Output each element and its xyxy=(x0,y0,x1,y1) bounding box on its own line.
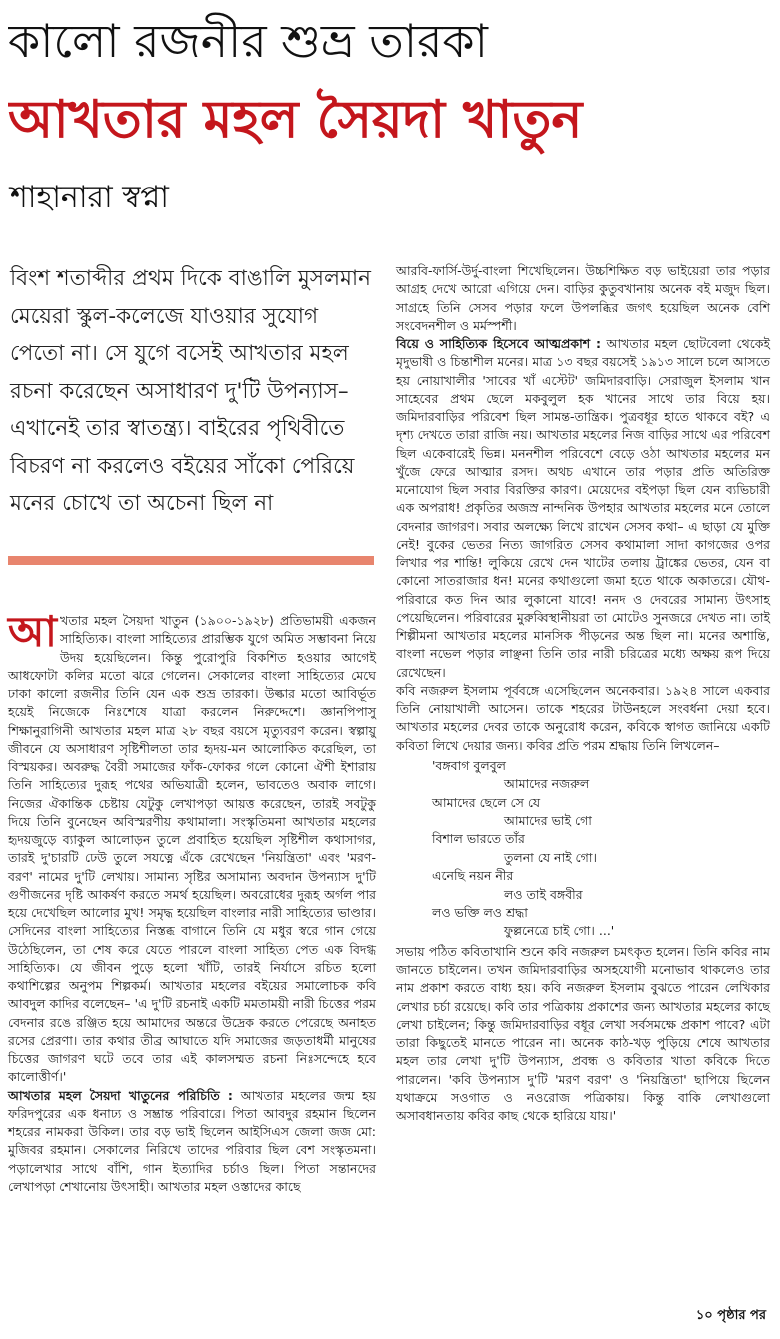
poem-line: লও ভক্তি লও শ্রদ্ধা xyxy=(432,905,528,920)
poem-line: তুলনা যে নাই গো। xyxy=(504,849,597,865)
headline-line1: কালো রজনীর শুভ্র তারকা xyxy=(8,14,488,68)
poem-line: আমাদের ছেলে সে যে xyxy=(432,794,541,810)
body-paragraph: কবি নজরুল ইসলাম পূর্ববঙ্গে এসেছিলেন অনেকবার। ১৯২৪ সালে একবার তিনি নোয়াখালী আসেন। তাকে শহরের টাউনহলে সংবর্ধনা দেয়া হবে। আখতার মহলের দেবর তাকে অনুরোধ করেন, কবিকে স্বাগত জানিয়ে একটি কবিতা লিখে দেয়ার জন্য। কবির প্রতি পরম শ্রদ্ধায় তিনি লিখলেন– xyxy=(396,682,770,753)
poem-line: বিশাল ভারতে তাঁর xyxy=(432,831,525,847)
poem-line: ফুল্লনেত্রে চাই গো। ...' xyxy=(504,923,615,939)
drop-cap: আ xyxy=(8,607,57,656)
lead-paragraph: বিংশ শতাব্দীর প্রথম দিকে বাঙালি মুসলমান মেয়েরা স্কুল-কলেজে যাওয়ার সুযোগ পেতো না। সে যুগে বসেই আখতার মহল রচনা করেছেন অসাধারণ দু'টি উপন্যাস– এখানেই তার স্বাতন্ত্র্য। বাইরের পৃথিবীতে বিচরণ না করলেও বইয়ের সাঁকো পেরিয়ে মনের চোখে তা অচেনা ছিল না xyxy=(10,266,372,516)
section-subhead: আখতার মহল সৈয়দা খাতুনের পরিচিতি : xyxy=(8,1087,233,1103)
article-column-left xyxy=(8,607,377,1196)
body-paragraph: আখতার মহলের জন্ম হয় ফরিদপুরের এক ধনাঢ্য ও সম্ভ্রান্ত পরিবারে। পিতা আবদুর রহমান ছিলেন শহরের নামকরা উকিল। তার বড় ভাই ছিলেন আইসিএস জেলা জজ মো: মুজিবর রহমান। সেকালের নিরিখে তাদের পরিবার ছিল বেশ সংস্কৃতমনা। পড়ালেখার সাথে বাঁশি, গান ইত্যাদির চর্চাও ছিল। পিতা সন্তানদের লেখাপড়া শেখানোয় উৎসাহী। আখতার মহল ওস্তাদের কাছে xyxy=(8,1087,377,1194)
body-paragraph: আখতার মহল ছোটবেলা থেকেই মৃদুভাষী ও চিন্তাশীল মনের। মাত্র ১৩ বছর বয়সেই ১৯১৩ সালে চলে আসতে হয় নোয়াখালীর 'সাবের খাঁ এস্টেট' জমিদারবাড়ি। সেরাজুল ইসলাম খান সাহেবের প্রথম ছেলে মকবুলুল হক খানের সাথে তার বিয়ে হয়। জমিদারবাড়ির পরিবেশ ছিল সামন্ত-তান্ত্রিক। পুত্রবধূর হাতে থাকবে বই? এ দৃশ্য দেখতে তারা রাজি নয়। আখতার মহলের নিজ বাড়ির সাথে এর পরিবেশ ছিল একেবারেই ভিন্ন। মননশীল পরিবেশে বেড়ে ওঠা আখতার মহলের মন খুঁজে ফেরে আত্মার রসদ। অথচ এখানে তার পড়ার প্রতি অতিরিক্ত মনোযোগ ছিল সবার বিরক্তির কারণ। মেয়েদের বইপড়া ছিল যেন ব্যভিচারী এক অপরাধ! প্রকৃতির অজস্র নান্দনিক উপহার আখতার মহলের মনে তোলে বেদনার জাগরণ। সবার অলক্ষ্যে লিখে রাখেন সেসব কথা– এ ছাড়া যে মুক্তি নেই! বুকের ভেতর নিত্য জাগরিত সেসব কথামালা সাদা কাগজের ওপর লিখার পর শান্তি! লুকিয়ে রেখে দেন খাটের তলায় ট্রাঙ্কের ভেতর, যেন বা কোনো সাতরাজার ধন! মনের কথাগুলো জমা হতে থাকে অকাতরে। যৌথ-পরিবারে কত দিন আর লুকানো যাবে! ননদ ও দেবরের সামান্য উৎসাহ পেয়েছিলেন। পরিবারের মুরুব্বিস্থানীয়রা তা মোটেও সুনজরে দেখত না। তাই শিল্পীমনা আখতার মহলের মানসিক পীড়নের অন্ত ছিল না। মনের অশান্তি, বাংলা নভেল পড়ার লাঞ্ছনা তিনি তার নারী চরিত্রের মধ্যে অক্ষয় রূপ দিয়ে রেখেছেন। xyxy=(396,336,770,680)
continued-on-page-label: ১০ পৃষ্ঠার পর xyxy=(695,1308,766,1323)
body-paragraph: খতার মহল সৈয়দা খাতুন (১৯০০-১৯২৮) প্রতিভাময়ী একজন সাহিত্যিক। বাংলা সাহিত্যের প্রারম্ভিক যুগে অমিত সম্ভাবনা নিয়ে উদয় হয়েছিলেন। কিন্তু পুরোপুরি বিকশিত হওয়ার আগেই আধফোটা কলির মতো ঝরে গেলেন। সেকালের বাংলা সাহিত্যের মেঘে ঢাকা কালো রজনীর তিনি যেন এক শুভ্র তারকা। উল্কার মতো আবির্ভূত হয়েই নিজেকে নিঃশেষে যাত্রা করলেন নিরুদ্দেশে। জ্ঞানপিপাসু শিক্ষানুরাগিনী আখতার মহল মাত্র ২৮ বছর বয়সে মৃত্যুবরণ করেন। স্বল্পায়ু জীবনে যে অসাধারণ সৃষ্টিশীলতা তার হৃদয়-মন আলোকিত করেছিল, তা বিস্ময়কর। অবরুদ্ধ বৈরী সমাজের ফাঁক-ফোকর গলে কোনো ঐশী ইশারায় তিনি সাহিত্যের দুরূহ পথের অভিযাত্রী হলেন, ভাবতেও অবাক লাগে। নিজের ঐকান্তিক চেষ্টায় যেটুকু লেখাপড়া আয়ত্ত করেছেন, তারই সবটুকু দিয়ে তিনি বুনেছেন অবিস্মরণীয় কথামালা। সংস্কৃতিমনা আখতার মহলের হৃদয়জুড়ে ব্যাকুল আলোড়ন তুলে প্রবাহিত হয়েছিল সৃষ্টিশীল কথাসাগর, তারই দু'চারটি ঢেউ তুলে সযত্নে এঁকে রেখেছেন 'নিয়ন্ত্রিতা' এবং 'মরণ-বরণ' নামের দু'টি লেখায়। সামান্য সৃষ্টির অসামান্য অবদান উপন্যাস দু'টি গুণীজনের দৃষ্টি আকর্ষণ করতে সমর্থ হয়েছিল। অবরোধের দুরূহ অর্গল পার হয়ে দেখেছিল আলোর মুখ! সমৃদ্ধ হয়েছিল বাংলার নারী সাহিত্যের ভাণ্ডার। সেদিনের বাংলা সাহিত্যের নিস্তব্ধ বাগানে তিনি যে মধুর স্বরে গান গেয়ে উঠেছিলেন, তা শেষ করে যেতে পারলে বাংলা সাহিত্য পেত এক বিদগ্ধ সাহিত্যিক। যে জীবন পুড়ে হলো খাঁটি, তারই নির্যাসে রচিত হলো কথাশিল্পের অনুপম শিল্পকর্ম। আখতার মহলের বইয়ের সমালোচক কবি আবদুল কাদির বলেছেন– 'এ দু'টি রচনাই একটি মমতাময়ী নারী চিত্তের পরম বেদনার রঙে রঞ্জিত হয়ে আমাদের অন্তরে উদ্রেক করতে পেরেছে অনাহত রসের প্রেরণা। তার কথার তীব্র আঘাতে যদি সমাজের জড়তাধর্মী মানুষের চিত্তের জাগরণ ঘটে তবে তার এই কালসম্মত রচনা নিঃসন্দেহে হবে কালোত্তীর্ণ।' xyxy=(8,613,376,1085)
divider-rule xyxy=(8,556,374,565)
poem-block xyxy=(432,757,770,941)
body-paragraph: সভায় পঠিত কবিতাখানি শুনে কবি নজরুল চমৎকৃত হলেন। তিনি কবির নাম জানতে চাইলেন। তখন জমিদারবাড়ির অসহযোগী মনোভাব থাকলেও তার নাম প্রকাশ করতে বাধ্য হয়। কবি নজরুল ইসলাম বুঝতে পারেন লেখিকার লেখার চর্চা রয়েছে। কবি তার পত্রিকায় প্রকাশের জন্য আখতার মহলের কাছে লেখা চাইলেন; কিন্তু জমিদারবাড়ির বধূর লেখা সর্বসমক্ষে প্রকাশ পাবে? এটা তারা কিছুতেই মানতে পারেন না। অনেক কাঠ-খড় পুড়িয়ে শেষে আখতার মহল তার লেখা দু'টি উপন্যাস, প্রবন্ধ ও কবিতার খাতা কবিকে দিতে পারলেন। 'কবি উপন্যাস দু'টি 'মরণ বরণ' ও 'নিয়ন্ত্রিতা' ছাপিয়ে ছিলেন যথাক্রমে সওগাত ও নওরোজ পত্রিকায়। কিন্তু বাকি লেখাগুলো অসাবধানতায় কবির কাছ থেকে হারিয়ে যায়।' xyxy=(396,943,770,1124)
section-subhead: বিয়ে ও সাহিত্যিক হিসেবে আত্মপ্রকাশ : xyxy=(396,336,602,351)
poem-line: এনেছি নয়ন নীর xyxy=(432,868,514,884)
body-paragraph: আরবি-ফার্সি-উর্দু-বাংলা শিখেছিলেন। উচ্চশিক্ষিত বড় ভাইয়েরা তার পড়ার আগ্রহ দেখে আরো এগিয়ে দেন। বাড়ির কুতুবখানায় অনেক বই মজুদ ছিল। সাগ্রহে তিনি সেসব পড়ার ফলে উপলব্ধির জগৎ হয়েছিল অনেক বেশি সংবেদনশীল ও মর্মস্পর্শী। xyxy=(396,263,770,333)
headline-line2: আখতার মহল সৈয়দা খাতুন xyxy=(8,90,583,150)
poem-line: 'বঙ্গবাগ বুলবুল xyxy=(432,757,506,773)
article-column-right xyxy=(396,262,770,1125)
poem-line: আমাদের নজরুল xyxy=(504,776,590,792)
poem-line: লও তাই বঙ্গবীর xyxy=(504,886,583,902)
author-byline: শাহানারা স্বপ্না xyxy=(10,180,169,215)
poem-line: আমাদের ভাই গো xyxy=(504,812,592,828)
